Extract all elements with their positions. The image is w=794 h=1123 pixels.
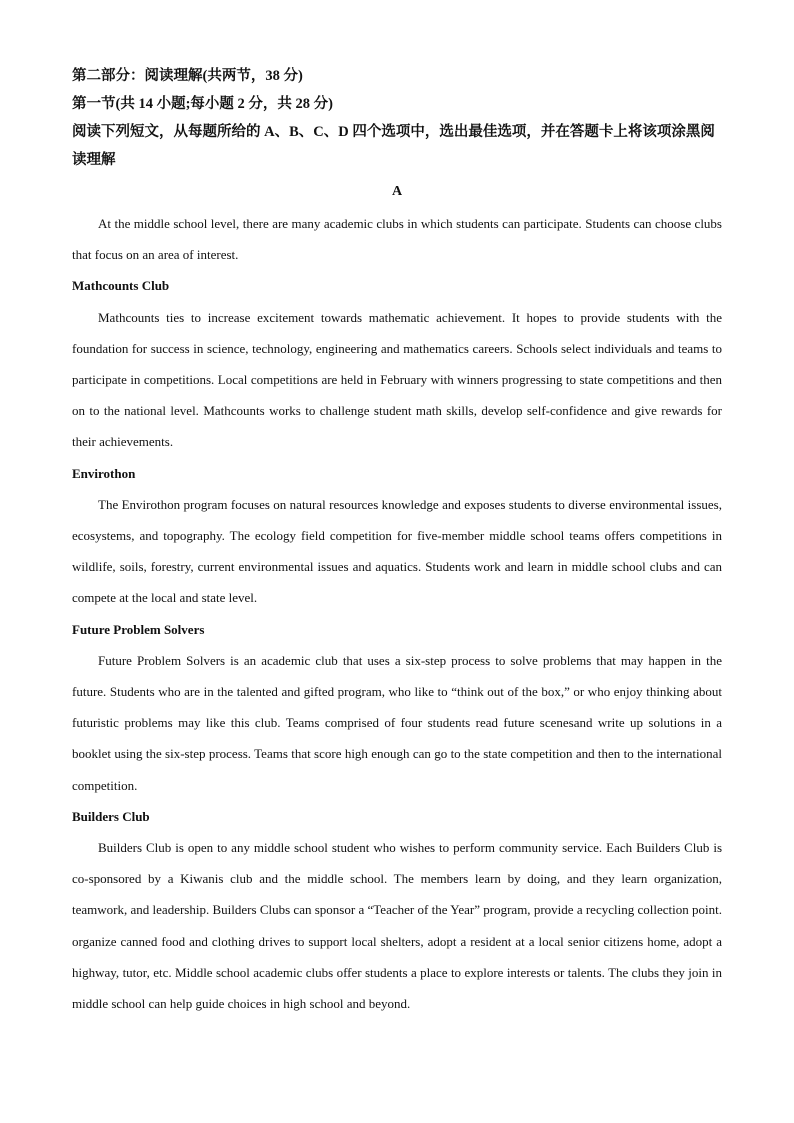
- club-title-mathcounts: Mathcounts Club: [72, 278, 170, 294]
- club-title-future-problem-solvers: Future Problem Solvers: [72, 621, 205, 637]
- club-text-mathcounts: Mathcounts ties to increase excitement towards mathematic achievement. It hopes to provide students with the foundation for success in science, technology, engineering and mathematics careers. Schools select individuals and teams to participate in competitions. Local competitions are held in February with winners progressing to state competitions and then on to the national level. Mathcounts works to challenge student math skills, develop self-confidence and give rewards for their achievements.: [72, 309, 722, 450]
- document-page: [72, 62, 722, 1019]
- passage-intro: At the middle school level, there are many academic clubs in which students can participate. Students can choose clubs that focus on an area of interest.: [72, 216, 722, 263]
- passage-label: A: [391, 184, 403, 199]
- club-text-builders: Builders Club is open to any middle school student who wishes to perform community service. Each Builders Club is co-sponsored by a Kiwanis club and the middle school. The members learn by doing, and they learn organization, teamwork, and leadership. Builders Clubs can sponsor a “Teacher of the Year” program, provide a recycling collection point. organize canned food and clothing drives to support local shelters, adopt a resident at a local senior citizens home, adopt a highway, tutor, etc. Middle school academic clubs offer students a place to explore interests or talents. The clubs they join in middle school can help guide choices in high school and beyond.: [72, 840, 722, 1012]
- instruction-text: 阅读下列短文，从每题所给的 A、B、C、D 四个选项中，选出最佳选项，并在答题卡上将该项涂黑阅读理解: [72, 124, 715, 168]
- club-title-builders: Builders Club: [72, 808, 150, 824]
- section-heading: 第一节(共 14 小题;每小题 2 分，共 28 分): [72, 96, 333, 112]
- club-title-envirothon: Envirothon: [72, 465, 136, 481]
- club-text-envirothon: The Envirothon program focuses on natural resources knowledge and exposes students to diverse environmental issues, ecosystems, and topography. The ecology field competition for five-member middle school teams offers competitions in wildlife, soils, forestry, current environmental issues and aquatics. Students work and learn in middle school clubs and can compete at the local and state level.: [72, 496, 722, 606]
- club-text-future-problem-solvers: Future Problem Solvers is an academic club that uses a six-step process to solve problems that may happen in the future. Students who are in the talented and gifted program, who like to “think out of the box,” or who enjoy thinking about futuristic problems may like this club. Teams comprised of four students read future scenesand write up solutions in a booklet using the six-step process. Teams that score high enough can go to the state competition and then to the international competition.: [72, 652, 722, 793]
- part-heading: 第二部分：阅读理解(共两节，38 分): [72, 68, 303, 84]
